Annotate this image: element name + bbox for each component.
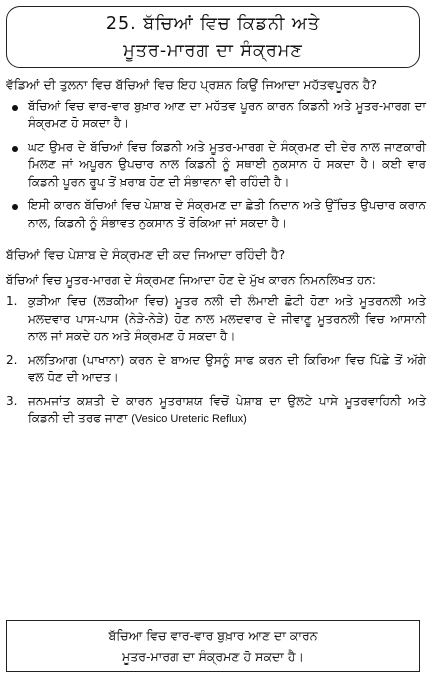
item-number: 3. [6,393,18,408]
chapter-title-line-2: ਮੂਤਰ-ਮਾਰਗ ਦਾ ਸੰਕ੍ਰਮਣ [123,41,303,61]
numbered-item [6,393,426,429]
item-number: 2. [6,352,18,367]
item-text: ਜਨਮਜਾਂਤ ਕਸ਼ਤੀ ਦੇ ਕਾਰਨ ਮੂਤਰਾਸ਼ਯ ਵਿਚੋਂ ਪੇਸ਼ਾਬ ਦਾ ਉਲਟੇ ਪਾਸੇ ਮੂਤਰਵਾਹਿਨੀ ਅਤੇ ਕਿਡਨੀ ਦੀ ਤਰਫ ਜਾਣਾ [28,393,426,425]
bullet-item: ਘਟ ਉਮਰ ਦੇ ਬੱਚਿਆਂ ਵਿਚ ਕਿਡਨੀ ਅਤੇ ਮੂਤਰ-ਮਾਰਗ ਦੇ ਸੰਕ੍ਰਮਣ ਦੀ ਦੇਰ ਨਾਲ ਜਾਣਕਾਰੀ ਮਿਲਣ ਜਾਂ ਅਪੂਰਨ ਉਪਚਾਰ ਨਾਲ ਕਿਡਨੀ ਨੂੰ ਸਥਾਈ ਨੁਕਸਾਨ ਹੋ ਸਕਦਾ ਹੈ। ਕਈ ਵਾਰ ਕਿਡਨੀ ਪੂਰਨ ਰੂਪ ਤੋਂ ਖ਼ਰਾਬ ਹੋਣ ਦੀ ਸੰਭਾਵਨਾ ਵੀ ਰਹਿੰਦੀ ਹੈ। [6,139,426,192]
section-question-2: ਬੱਚਿਆਂ ਵਿਚ ਪੇਸ਼ਾਬ ਦੇ ਸੰਕ੍ਰਮਣ ਦੀ ਕਦ ਜਿਆਦਾ ਰਹਿੰਦੀ ਹੈ? [6,247,286,262]
bullet-item: ਬੱਚਿਆਂ ਵਿਚ ਵਾਰ-ਵਾਰ ਬੁਖ਼ਾਰ ਆਣ ਦਾ ਮਹੱਤਵ ਪੂਰਨ ਕਾਰਨ ਕਿਡਨੀ ਅਤੇ ਮੂਤਰ-ਮਾਰਗ ਦਾ ਸੰਕ੍ਰਮਣ ਹੋ ਸਕਦਾ ਹੈ। [6,98,426,133]
item-text: ਮਲਤਿਆਗ (ਪਾਖਾਨਾ) ਕਰਨ ਦੇ ਬਾਅਦ ਉਸਨੂੰ ਸਾਫ ਕਰਨ ਦੀ ਕਿਰਿਆ ਵਿਚ ਪਿੱਛੇ ਤੋਂ ਅੱਗੇ ਵਲ ਧੋਣ ਦੀ ਆਦਤ। [28,352,426,384]
item-text: ਕੁੜੀਆ ਵਿਚ (ਲੜਕੀਆ ਵਿਚ) ਮੂਤਰ ਨਲੀ ਦੀ ਲੰਮਾਈ ਛੋਟੀ ਹੋਣਾ ਅਤੇ ਮੂਤਰਨਲੀ ਅਤੇ ਮਲਦਵਾਰ ਪਾਸ-ਪਾਸ (ਨੇੜੇ-ਨੇੜੇ) ਹੋਣ ਨਾਲ ਮਲਦਵਾਰ ਦੇ ਜੀਵਾਣੂ ਮੂਤਰਨਲੀ ਵਿਚ ਆਸਾਨੀ ਨਾਲ ਜਾਂ ਸਕਦੇ ਹਨ ਅਤੇ ਸੰਕ੍ਰਮਣ ਹੋ ਸਕਦਾ ਹੈ। [28,294,426,343]
item-english-term: (Vesico Ureteric Reflux) [131,413,247,425]
key-note-box [6,620,420,672]
section-question-1: ਵੱਡਿਆਂ ਦੀ ਤੁਲਨਾ ਵਿਚ ਬੱਚਿਆਂ ਵਿਚ ਇਹ ਪ੍ਰਸ਼ਨ ਕਿਉਂ ਜਿਆਦਾ ਮਹੱਤਵਪੂਰਨ ਹੈ? [6,77,378,92]
chapter-title-box [6,6,420,68]
section-intro: ਬੱਚਿਆਂ ਵਿਚ ਮੂਤਰ-ਮਾਰਗ ਦੇ ਸੰਕ੍ਰਮਣ ਜਿਆਦਾ ਹੋਣ ਦੇ ਮੁੱਖ ਕਾਰਨ ਨਿਮਨਲਿਖਤ ਹਨ: [6,272,376,287]
chapter-title-line-1: 25. ਬੱਚਿਆਂ ਵਿਚ ਕਿਡਨੀ ਅਤੇ [105,14,321,34]
bullet-item: ਇਸੀ ਕਾਰਨ ਬੱਚਿਆਂ ਵਿਚ ਪੇਸ਼ਾਬ ਦੇ ਸੰਕ੍ਰਮਣ ਦਾ ਛੇਤੀ ਨਿਦਾਨ ਅਤੇ ਉੱਚਿਤ ਉਪਚਾਰ ਕਰਾਨ ਨਾਲ, ਕਿਡਨੀ ਨੂੰ ਸੰਭਾਵਤ ਨੁਕਸਾਨ ਤੋਂ ਰੋਕਿਆ ਜਾਂ ਸਕਦਾ ਹੈ। [6,197,426,232]
document-body [6,76,426,435]
item-number: 1. [6,294,18,308]
key-note-line-1: ਬੱਚਿਆ ਵਿਚ ਵਾਰ-ਵਾਰ ਬੁਖ਼ਾਰ ਆਣ ਦਾ ਕਾਰਨ [108,628,318,643]
key-note-line-2: ਮੂਤਰ-ਮਾਰਗ ਦਾ ਸੰਕ੍ਰਮਣ ਹੋ ਸਕਦਾ ਹੈ। [122,649,304,664]
bullet-list [6,98,426,233]
numbered-list [6,293,426,429]
numbered-item [6,293,426,346]
numbered-item [6,352,426,387]
